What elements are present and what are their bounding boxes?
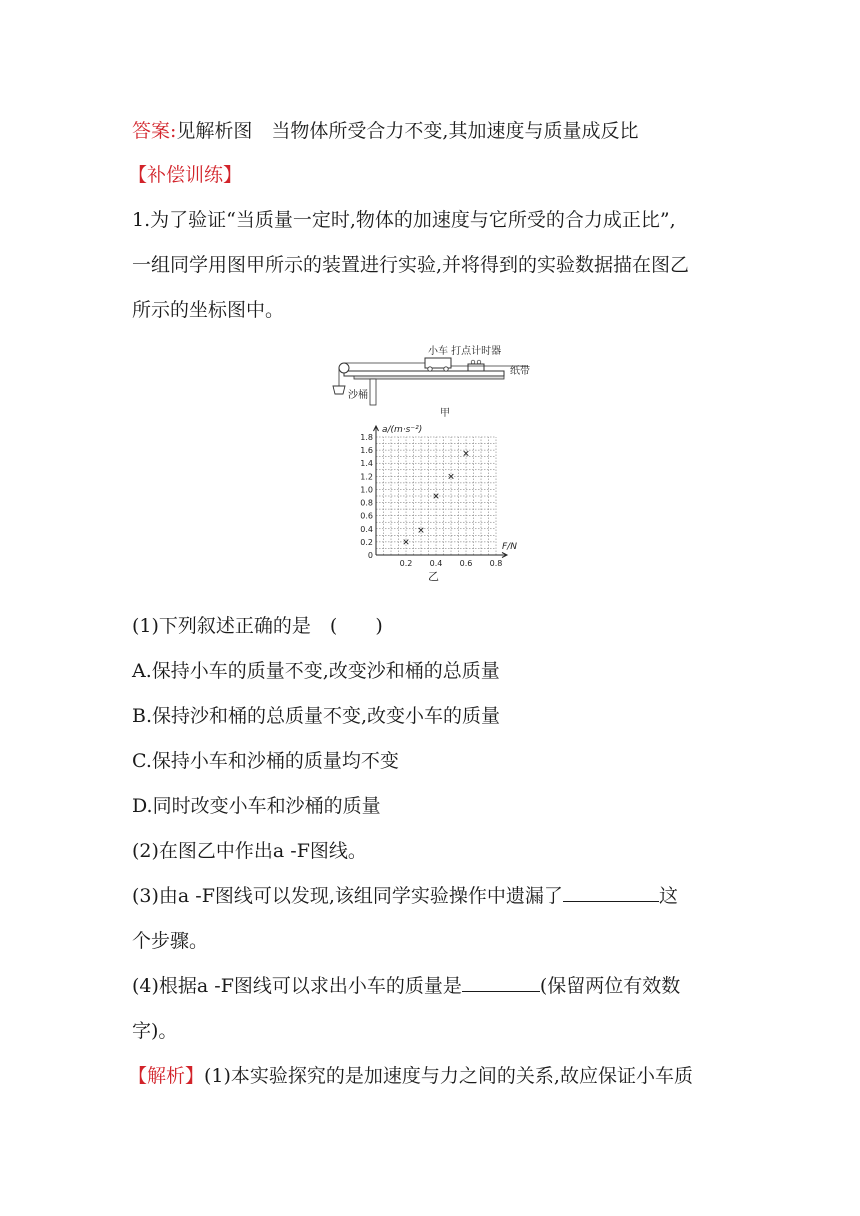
part2: (2)在图乙中作出a -F图线。 — [132, 840, 367, 862]
cart-timer-label: 小车 打点计时器 — [428, 346, 502, 357]
option-a: A.保持小车的质量不变,改变沙和桶的总质量 — [132, 660, 500, 682]
y-tick-label: 1.2 — [360, 472, 373, 482]
cart-wheel-2 — [444, 367, 448, 371]
part3-text-b: 这 — [658, 885, 678, 907]
y-tick-label: 0.8 — [360, 498, 373, 508]
part3-blank[interactable] — [563, 883, 659, 902]
part3-line1 — [132, 881, 678, 908]
answer-label: 答案: — [132, 120, 177, 142]
y-tick-label: 1.8 — [360, 433, 373, 442]
analysis-text: (1)本实验探究的是加速度与力之间的关系,故应保证小车质 — [204, 1065, 693, 1087]
part1-stem: (1)下列叙述正确的是 ( ) — [132, 615, 383, 637]
x-axis-label: F/N — [502, 542, 517, 552]
data-point — [419, 528, 424, 533]
option-c: C.保持小车和沙桶的质量均不变 — [132, 750, 399, 772]
answer-text: 见解析图 当物体所受合力不变,其加速度与质量成反比 — [176, 120, 639, 142]
y-tick-label: 0.4 — [360, 524, 373, 534]
part4-line2: 字)。 — [132, 1020, 178, 1042]
y-axis-label: a/(m·s⁻²) — [382, 425, 423, 435]
y-tick-label: 1.6 — [360, 446, 373, 456]
a-f-chart — [340, 420, 540, 585]
cart-wheel-1 — [428, 367, 432, 371]
track-board — [344, 371, 504, 376]
y-tick-label: 1.0 — [360, 485, 373, 495]
question-line-3: 所示的坐标图中。 — [132, 299, 285, 321]
cart — [425, 358, 451, 368]
option-b: B.保持沙和桶的总质量不变,改变小车的质量 — [132, 705, 501, 727]
x-tick-label: 0.2 — [399, 559, 413, 568]
part3-line2: 个步骤。 — [132, 930, 209, 952]
apparatus-figure — [330, 340, 550, 420]
analysis-label: 【解析】 — [128, 1065, 205, 1087]
part4-text-b: (保留两位有效数 — [539, 975, 681, 997]
caption-yi: 乙 — [428, 570, 439, 583]
tape-label: 纸带 — [510, 366, 530, 377]
part4-text-a: (4)根据a -F图线可以求出小车的质量是 — [132, 975, 462, 997]
question-line-1: 1.为了验证“当质量一定时,物体的加速度与它所受的合力成正比”, — [132, 209, 676, 231]
sand-bucket — [333, 386, 345, 394]
chart-axes — [374, 426, 508, 558]
analysis-line — [128, 1061, 693, 1088]
timer-knob-1 — [471, 360, 475, 364]
part3-text-a: (3)由a -F图线可以发现,该组同学实验操作中遗漏了 — [132, 885, 563, 907]
question-line-2: 一组同学用图甲所示的装置进行实验,并将得到的实验数据描在图乙 — [132, 254, 690, 276]
part4-line1 — [132, 971, 680, 998]
table-leg — [370, 379, 376, 405]
part4-blank[interactable] — [462, 973, 540, 992]
timer — [468, 364, 484, 371]
answer-line — [132, 116, 638, 143]
timer-knob-2 — [477, 360, 481, 364]
bucket-label: 沙桶 — [348, 390, 368, 401]
y-tick-label: 1.4 — [360, 459, 373, 469]
x-tick-label: 0.4 — [429, 559, 443, 568]
x-tick-label: 0.6 — [459, 559, 473, 568]
option-d: D.同时改变小车和沙桶的质量 — [132, 795, 381, 817]
x-tick-label: 0.8 — [489, 559, 503, 568]
y-tick-label: 0 — [367, 551, 373, 560]
pulley — [339, 363, 349, 373]
caption-jia: 甲 — [440, 408, 450, 419]
section-title: 【补偿训练】 — [128, 164, 243, 186]
y-tick-label: 0.2 — [360, 537, 373, 547]
table — [354, 376, 504, 379]
y-tick-label: 0.6 — [360, 511, 373, 521]
